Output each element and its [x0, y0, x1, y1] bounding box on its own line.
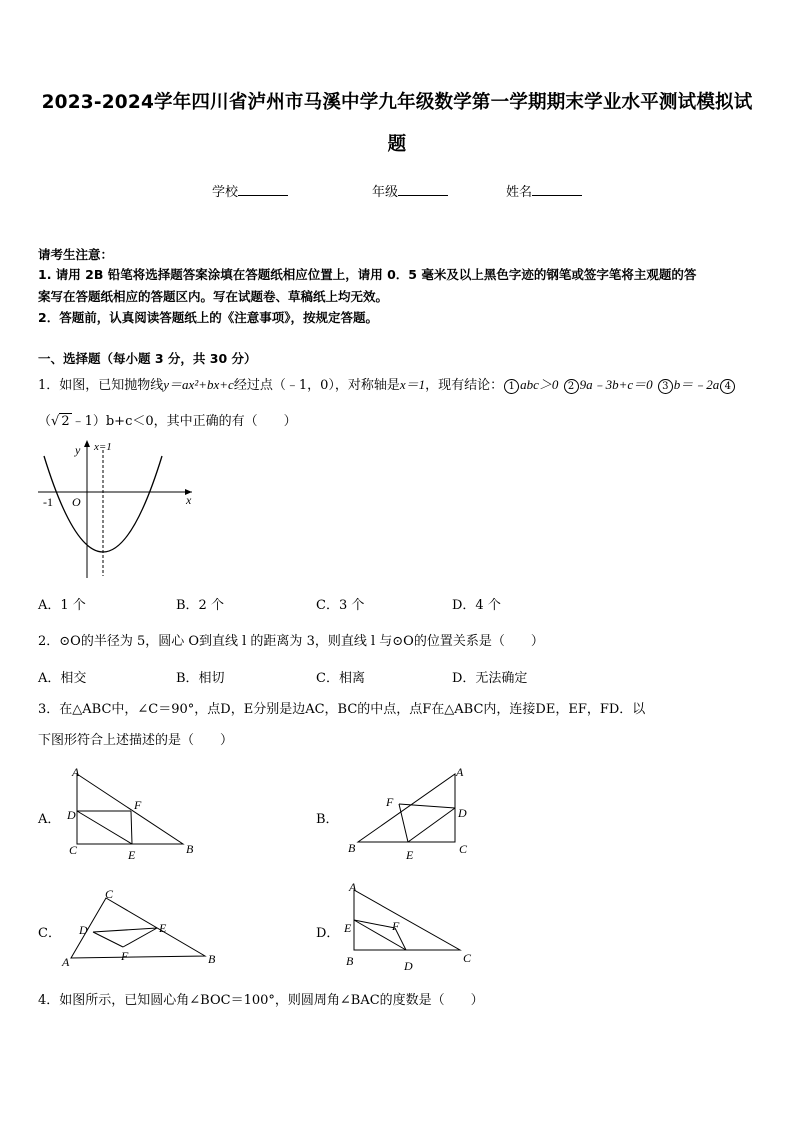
q1-c1: abc＞0: [520, 377, 559, 392]
symmetry-axis-label: x=1: [94, 441, 112, 453]
label-e: E: [344, 921, 352, 935]
school-label: 学校: [212, 185, 239, 200]
sqrt-sign: √: [51, 414, 60, 429]
label-f: F: [386, 795, 394, 809]
triangle-abc: [71, 898, 205, 958]
y-axis-arrow: [84, 440, 90, 447]
y-label: y: [75, 443, 81, 457]
page-title: 2023-2024学年四川省泸州市马溪中学九年级数学第一学期期末学业水平测试模拟试: [41, 92, 753, 113]
label-e: E: [406, 848, 414, 862]
label-b: B: [348, 841, 356, 855]
label-a: A: [456, 765, 464, 779]
q2-option-c[interactable]: C．相离: [316, 671, 365, 686]
name-label: 姓名: [506, 185, 533, 200]
label-b: B: [208, 952, 216, 966]
q1-c2: 9a﹣3b+c＝0: [579, 377, 653, 392]
label-e: E: [159, 921, 167, 935]
q1-mid: 经过点（﹣1，0），对称轴是: [233, 378, 400, 393]
segment-ef: [131, 811, 132, 844]
parabola-figure: [34, 436, 204, 581]
q3-option-d[interactable]: D．: [316, 926, 340, 941]
notice-item-1-cont: 案写在答题纸相应的答题区内。写在试题卷、草稿纸上均无效。: [38, 289, 389, 304]
label-d: D: [458, 806, 467, 820]
label-b: B: [346, 954, 354, 968]
circled-1: 1: [504, 379, 519, 394]
question-3-line-1: 3．在△ABC中，∠C＝90°，点D，E分别是边AC，BC的中点，点F在△ABC内，连接DE，EF，FD．以: [38, 702, 646, 717]
question-1-line-2: [38, 410, 297, 429]
triangle-abc: [77, 774, 183, 844]
question-3-line-2: 下图形符合上述描述的是（ ）: [38, 733, 234, 748]
q3-option-a[interactable]: A．: [38, 812, 61, 827]
question-2: 2．⊙O的半径为 5，圆心 O到直线 l 的距离为 3，则直线 l 与⊙O的位置关系是（ ）: [38, 634, 544, 649]
q1-line2-rest: ﹣1）b+c＜0，其中正确的有（ ）: [71, 414, 297, 429]
page-title-continued: 题: [387, 134, 407, 155]
q3-option-c[interactable]: C．: [38, 926, 61, 941]
triangle-abc: [358, 774, 455, 842]
label-c: C: [105, 887, 114, 901]
name-blank: [532, 183, 582, 196]
q1-conclusions: ，现有结论：: [425, 378, 504, 393]
label-f: F: [134, 798, 142, 812]
label-a: A: [62, 955, 70, 969]
q1-formula: y＝ax²+bx+c: [163, 377, 234, 392]
notice-item-1: 1. 请用 2B 铅笔将选择题答案涂填在答题纸相应位置上，请用 0．5 毫米及以上黑色字迹的钢笔或签字笔将主观题的答: [38, 267, 697, 282]
circled-2: 2: [564, 379, 579, 394]
school-field: [212, 181, 288, 200]
grade-field: [372, 181, 448, 200]
q1-axis: x＝1: [399, 377, 426, 392]
question-1-line-1: [38, 374, 736, 394]
minus-one-label: -1: [43, 495, 53, 509]
q2-option-a[interactable]: A．相交: [38, 671, 87, 686]
circled-3: 3: [658, 379, 673, 394]
segment-fe: [123, 928, 157, 947]
question-4: 4．如图所示，已知圆心角∠BOC＝100°，则圆周角∠BAC的度数是（ ）: [38, 993, 484, 1008]
q3-figure-d: [340, 880, 480, 975]
label-c: C: [459, 842, 468, 856]
q3-figure-c: [60, 884, 230, 974]
label-d: D: [404, 959, 413, 973]
label-f: F: [392, 919, 400, 933]
x-label: x: [186, 493, 192, 507]
label-d: D: [79, 923, 88, 937]
label-a: A: [72, 765, 80, 779]
q3-option-b[interactable]: B．: [316, 812, 339, 827]
q1-option-b[interactable]: B．2 个: [176, 598, 224, 613]
segment-df: [93, 932, 123, 947]
q1-option-d[interactable]: D．4 个: [452, 598, 501, 613]
notice-item-2: 2．答题前，认真阅读答题纸上的《注意事项》，按规定答题。: [38, 310, 378, 325]
q1-prefix: 1．如图，已知抛物线: [38, 378, 164, 393]
segment-de: [93, 928, 157, 932]
sqrt-radicand: 2: [61, 414, 70, 429]
origin-label: O: [72, 495, 81, 509]
grade-blank: [398, 183, 448, 196]
name-field: [506, 181, 582, 200]
label-a: A: [349, 880, 357, 894]
q3-figure-a: [62, 764, 212, 864]
label-d: D: [67, 808, 76, 822]
q3-figure-b: [342, 764, 482, 864]
q1-c3: b＝﹣2a: [673, 377, 720, 392]
label-e: E: [128, 848, 136, 862]
segment-de: [77, 811, 132, 844]
q2-option-b[interactable]: B．相切: [176, 671, 225, 686]
circled-4: 4: [720, 379, 735, 394]
label-b: B: [186, 842, 194, 856]
section-heading: 一、选择题（每小题 3 分，共 30 分）: [38, 351, 257, 366]
label-f: F: [121, 949, 129, 963]
q1-option-c[interactable]: C．3 个: [316, 598, 365, 613]
school-blank: [238, 183, 288, 196]
grade-label: 年级: [372, 185, 399, 200]
notice-heading: 请考生注意：: [38, 247, 114, 262]
segment-ed: [408, 808, 455, 842]
q1-option-a[interactable]: A．1 个: [38, 598, 86, 613]
q1-open: （: [38, 414, 52, 429]
q2-option-d[interactable]: D．无法确定: [452, 671, 528, 686]
label-c: C: [463, 951, 472, 965]
label-c: C: [69, 843, 78, 857]
triangle-abc: [354, 890, 460, 950]
